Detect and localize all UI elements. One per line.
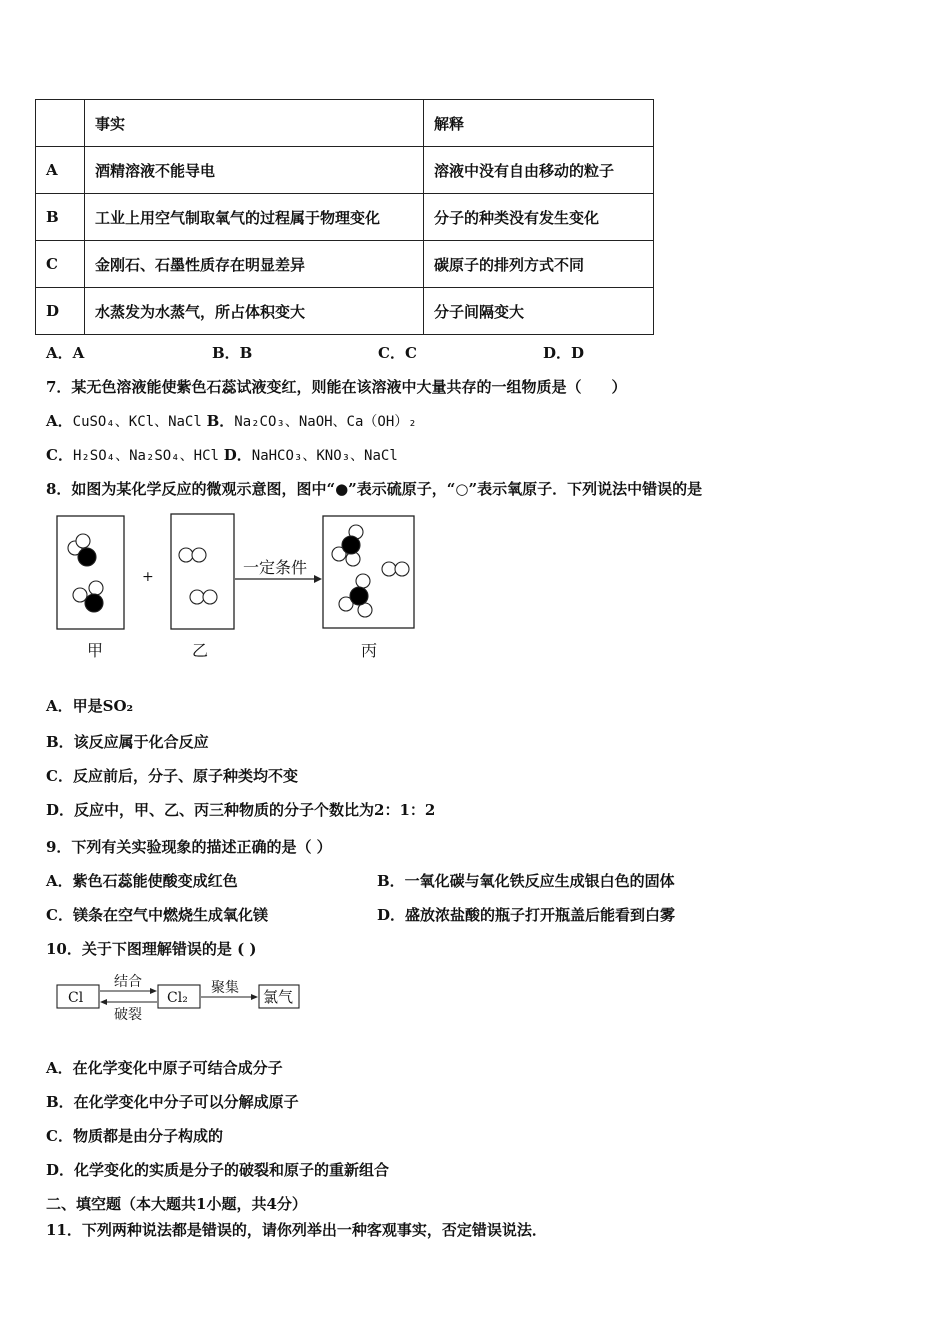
q7-option-a[interactable]: CuSO₄、KCl、NaCl: [72, 414, 202, 430]
table-cell: C: [36, 241, 85, 288]
o2-molecule: [190, 590, 217, 604]
table-cell: 碳原子的排列方式不同: [424, 241, 654, 288]
facts-table: [35, 99, 654, 335]
so2-molecule: [73, 581, 103, 612]
table-cell: A: [36, 147, 85, 194]
q6-option-a[interactable]: A．A: [46, 344, 85, 362]
q9-option-a[interactable]: A．紫色石蕊能使酸变成红色: [46, 872, 238, 890]
arrow-head: [314, 575, 322, 583]
table-cell: [36, 100, 85, 147]
q6-option-c[interactable]: C．C: [378, 344, 417, 362]
q10-option-d[interactable]: D．化学变化的实质是分子的破裂和原子的重新组合: [46, 1161, 390, 1179]
plus-sign: +: [142, 569, 154, 585]
q10-option-b[interactable]: B．在化学变化中分子可以分解成原子: [46, 1093, 299, 1111]
table-cell: 分子间隔变大: [424, 288, 654, 335]
table-row: [36, 288, 654, 335]
q7-option-b-label[interactable]: B．: [206, 412, 235, 430]
table-cell: 事实: [85, 100, 424, 147]
q7-option-b[interactable]: Na₂CO₃、NaOH、Ca（OH）₂: [234, 414, 417, 430]
q11-stem: 11．下列两种说法都是错误的，请你列举出一种客观事实，否定错误说法．: [46, 1221, 547, 1239]
table-cell: 水蒸发为水蒸气，所占体积变大: [85, 288, 424, 335]
reaction-diagram: [50, 510, 430, 665]
q8-option-c[interactable]: C．反应前后，分子、原子种类均不变: [46, 767, 298, 785]
q9-option-b[interactable]: B．一氧化碳与氧化铁反应生成银白色的固体: [377, 872, 675, 890]
condition-label: 一定条件: [243, 560, 308, 577]
q8-option-d[interactable]: D．反应中，甲、乙、丙三种物质的分子个数比为2：1：2: [46, 801, 436, 819]
o2-molecule: [382, 562, 409, 576]
combine-label: 结合: [114, 973, 142, 989]
table-cell: 解释: [424, 100, 654, 147]
table-cell: 金刚石、石墨性质存在明显差异: [85, 241, 424, 288]
arrow-head: [251, 994, 258, 1000]
q10-option-c[interactable]: C．物质都是由分子构成的: [46, 1127, 223, 1145]
q7-option-c-label[interactable]: C．: [46, 446, 73, 464]
q7-option-a-label[interactable]: A．: [46, 412, 73, 430]
gather-label: 聚集: [211, 979, 239, 995]
table-row: [36, 241, 654, 288]
table-cell: 酒精溶液不能导电: [85, 147, 424, 194]
table-row: [36, 194, 654, 241]
q7-option-d[interactable]: NaHCO₃、KNO₃、NaCl: [251, 448, 398, 464]
q6-option-d[interactable]: D．D: [543, 344, 585, 362]
label-bing: 丙: [361, 643, 378, 660]
q8-option-b[interactable]: B．该反应属于化合反应: [46, 733, 209, 751]
box-jia: [57, 516, 124, 629]
q9-option-c[interactable]: C．镁条在空气中燃烧生成氧化镁: [46, 906, 268, 924]
box-cl2-label: Cl₂: [167, 990, 188, 1006]
table-header-row: [36, 100, 654, 147]
q9-stem: 9．下列有关实验现象的描述正确的是（ ）: [46, 838, 332, 856]
o2-molecule: [179, 548, 206, 562]
label-yi: 乙: [192, 643, 209, 660]
so3-molecule: [339, 574, 372, 617]
q7-options-cd: [46, 444, 398, 465]
split-label: 破裂: [114, 1006, 142, 1022]
q8-stem: 8．如图为某化学反应的微观示意图，图中“●”表示硫原子，“○”表示氧原子．下列说法中错误的是: [46, 480, 703, 498]
so3-molecule: [332, 525, 363, 566]
table-cell: 溶液中没有自由移动的粒子: [424, 147, 654, 194]
table-cell: 分子的种类没有发生变化: [424, 194, 654, 241]
q7-option-c[interactable]: H₂SO₄、Na₂SO₄、HCl: [72, 448, 219, 464]
q8-option-a[interactable]: A．甲是SO₂: [46, 697, 134, 715]
q7-options-ab: [46, 410, 417, 431]
table-cell: B: [36, 194, 85, 241]
section-title: 二、填空题（本大题共1小题，共4分）: [46, 1195, 307, 1213]
q7-stem: 7．某无色溶液能使紫色石蕊试液变红，则能在该溶液中大量共存的一组物质是（ ）: [46, 378, 627, 396]
arrow-head: [150, 988, 157, 994]
label-jia: 甲: [87, 643, 104, 660]
box-yi: [171, 514, 234, 629]
q6-option-b[interactable]: B．B: [212, 344, 253, 362]
table-cell: 工业上用空气制取氧气的过程属于物理变化: [85, 194, 424, 241]
q10-option-a[interactable]: A．在化学变化中原子可结合成分子: [46, 1059, 283, 1077]
q10-stem: 10．关于下图理解错误的是 ( ): [46, 940, 257, 958]
chlorine-diagram: [54, 972, 304, 1024]
box-chlorine-gas-label: 氯气: [263, 989, 294, 1006]
table-row: [36, 147, 654, 194]
q9-option-d[interactable]: D．盛放浓盐酸的瓶子打开瓶盖后能看到白雾: [377, 906, 676, 924]
q7-option-d-label[interactable]: D．: [223, 446, 252, 464]
so2-molecule: [68, 534, 96, 566]
table-cell: D: [36, 288, 85, 335]
box-cl-label: Cl: [68, 990, 84, 1006]
arrow-head: [100, 999, 107, 1005]
